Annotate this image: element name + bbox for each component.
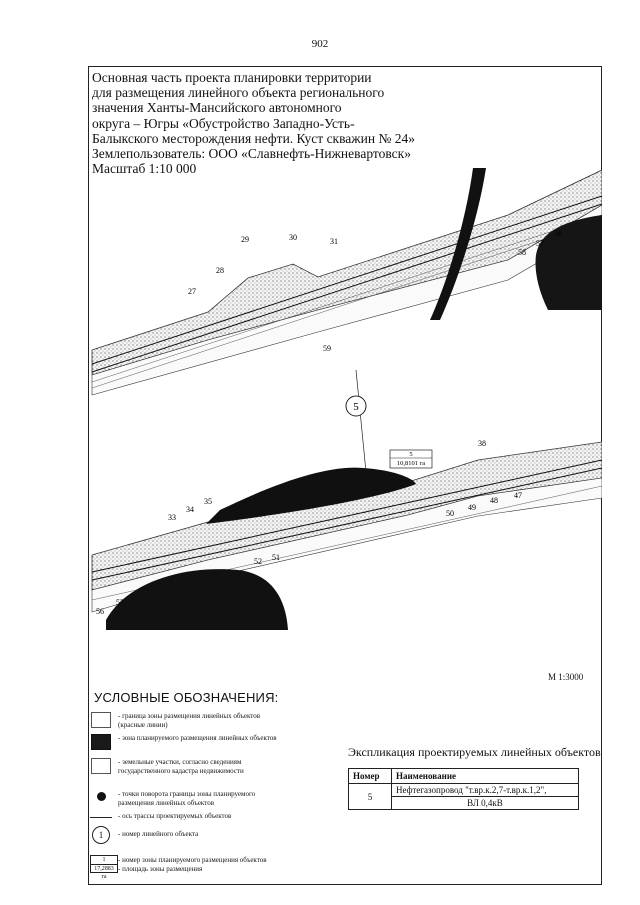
legend-text: - земельные участки, согласно сведениям государственного кадастра недвижимости (118, 758, 244, 775)
row-number: 5 (349, 784, 392, 810)
title-line: для размещения линейного объекта регионального (92, 85, 385, 101)
explication-table (348, 768, 579, 810)
scale-label: Масштаб 1:10 000 (92, 161, 197, 177)
header-number: Номер (349, 769, 392, 784)
point-label: 38 (478, 439, 486, 448)
point-label: 48 (490, 496, 498, 505)
white-box-icon (91, 712, 111, 728)
point-label: 56 (96, 607, 104, 616)
legend-item (88, 826, 278, 844)
legend-item (88, 758, 278, 775)
legend-text: - номер линейного объекта (118, 830, 199, 838)
lower-corridor (92, 442, 602, 630)
zone-box-text-line: - площадь зоны размещения (118, 864, 203, 873)
legend-title: УСЛОВНЫЕ ОБОЗНАЧЕНИЯ: (94, 690, 279, 705)
zone-number: 5 (409, 451, 413, 458)
table-row (349, 784, 579, 797)
zone-box-area: 17,2883 га (94, 866, 114, 880)
title-line: Землепользователь: ООО «Славнефть-Нижневартовск» (92, 146, 411, 162)
row-name: ВЛ 0,4кВ (392, 797, 579, 810)
point-label: 31 (330, 237, 338, 246)
point-label: 34 (186, 505, 194, 514)
object-number: 5 (353, 401, 359, 413)
point-label: 29 (241, 235, 249, 244)
dot-icon (97, 792, 106, 801)
point-label: 49 (468, 503, 476, 512)
legend-text: - ось трассы проектируемых объектов (118, 812, 232, 820)
title-line: Балыкского месторождения нефти. Куст скважин № 24» (92, 130, 415, 146)
dark-box-icon (91, 734, 111, 750)
point-label: 28 (216, 266, 224, 275)
page-number: 902 (311, 38, 329, 50)
point-label: 58 (518, 248, 526, 257)
point-label: 47 (514, 491, 522, 500)
zone-area: 10,8101 га (396, 460, 426, 467)
legend-item (88, 812, 278, 821)
point-label: 35 (204, 497, 212, 506)
title-line: значения Ханты-Мансийского автономного (92, 100, 342, 116)
point-label: 50 (446, 509, 454, 518)
detail-scale: М 1:3000 (548, 672, 584, 682)
point-label: 33 (168, 513, 176, 522)
point-label: 57 (536, 239, 544, 248)
axis-line-icon (90, 817, 112, 818)
legend-text: - граница зоны размещения линейных объектов (красные линии) (118, 712, 261, 729)
circle-number-icon: 1 (92, 826, 110, 844)
point-label: 59 (323, 344, 331, 353)
legend-item (88, 734, 278, 750)
title-line: Основная часть проекта планировки территории (92, 70, 372, 85)
point-label: 56 (554, 229, 562, 238)
point-label: 57 (116, 598, 124, 607)
legend-item (88, 790, 278, 807)
zone-box-text (118, 856, 298, 873)
legend-text: - точки поворота границы зоны планируемого размещения линейных объектов (118, 790, 256, 807)
zone-box-icon (90, 855, 118, 880)
explication-title: Экспликация проектируемых линейных объектов (348, 745, 601, 759)
legend-item (88, 712, 278, 729)
point-label: 30 (289, 233, 297, 242)
site-plan-map (88, 160, 602, 670)
table-header-row (349, 769, 579, 784)
title-line: округа – Югры «Обустройство Западно-Усть- (92, 115, 355, 131)
point-label: 27 (188, 287, 196, 296)
point-label: 51 (272, 553, 280, 562)
zone-box-number: 1 (91, 856, 117, 865)
point-label: 52 (254, 557, 262, 566)
row-name: Нефтегазопровод "т.вр.к.2,7-т.вр.к.1,2", (392, 784, 579, 797)
object-leader-line (356, 370, 366, 472)
legend-text: - зона планируемого размещения линейных объектов (118, 734, 277, 742)
zone-box-text-line: - номер зоны планируемого размещения объектов (118, 856, 267, 864)
upper-corridor (92, 168, 602, 395)
white-box-icon (91, 758, 111, 774)
header-name: Наименование (392, 769, 579, 784)
